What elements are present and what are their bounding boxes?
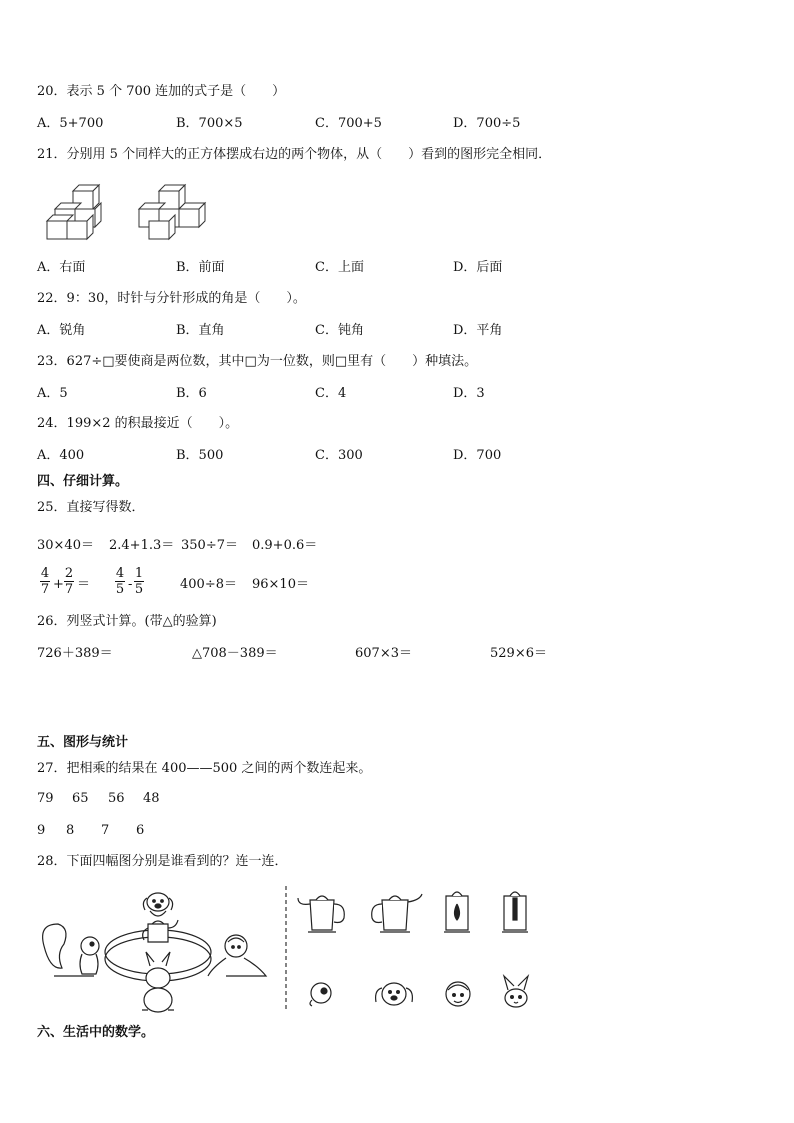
numerator: 4: [40, 566, 50, 581]
q25-stem: 25．直接写得数．: [37, 500, 145, 515]
q27-bottom-2: 8: [66, 823, 75, 838]
cube-figure-left: [44, 183, 110, 243]
section-5-title: 五、图形与统计: [37, 735, 129, 750]
q22-option-d: D．平角: [453, 323, 503, 338]
fraction-4-5: [115, 566, 125, 597]
dashed-divider: [284, 886, 288, 1012]
plus-operator: +: [53, 577, 64, 592]
animals-table-scene: [40, 886, 272, 1016]
q21-option-a: A．右面: [37, 260, 86, 275]
q24-option-d: D．700: [453, 448, 502, 463]
numerator: 1: [134, 566, 144, 581]
q27-bottom-4: 6: [136, 823, 145, 838]
q23-option-c: C．4: [315, 386, 347, 401]
q25-item-2: 2.4+1.3＝: [109, 538, 175, 553]
q21-stem: 21．分别用 5 个同样大的正方体摆成右边的两个物体，从（ ）看到的图形完全相同．: [37, 147, 552, 162]
denominator: 7: [64, 582, 74, 597]
fraction-2-7: [64, 566, 74, 597]
q22-stem: 22．9：30，时针与分针形成的角是（ ）。: [37, 291, 306, 306]
q27-bottom-1: 9: [37, 823, 46, 838]
denominator: 5: [115, 582, 125, 597]
q22-option-b: B．直角: [176, 323, 225, 338]
q20-option-d: D．700÷5: [453, 116, 521, 131]
q25-item-8: 96×10＝: [252, 577, 309, 592]
q26-item-4: 529×6＝: [490, 646, 547, 661]
q20-option-c: C．700+5: [315, 116, 382, 131]
fraction-1-5: [134, 566, 144, 597]
q27-top-1: 79: [37, 791, 54, 806]
q26-item-1: 726＋389＝: [37, 646, 113, 661]
equals-sign: ＝: [77, 577, 91, 592]
teapot-view-handle: [440, 886, 474, 936]
dog-head-icon: [372, 978, 416, 1010]
rabbit-head-icon: [500, 974, 532, 1010]
q26-item-3: 607×3＝: [355, 646, 412, 661]
q27-top-4: 48: [143, 791, 160, 806]
minus-operator: -: [128, 577, 133, 592]
cube-figure-right: [134, 183, 206, 243]
squirrel-head-icon: [306, 978, 336, 1008]
q25-item-7: 400÷8＝: [180, 577, 237, 592]
q25-item-4: 0.9+0.6＝: [252, 538, 318, 553]
q22-option-a: A．锐角: [37, 323, 86, 338]
q23-option-d: D．3: [453, 386, 485, 401]
q25-item-3: 350÷7＝: [181, 538, 238, 553]
q21-option-b: B．前面: [176, 260, 225, 275]
q23-stem: 23．627÷□要使商是两位数，其中□为一位数，则□里有（ ）种填法。: [37, 354, 478, 369]
section-6-title: 六、生活中的数学。: [37, 1025, 155, 1040]
q28-stem: 28．下面四幅图分别是谁看到的？连一连．: [37, 854, 288, 869]
q26-stem: 26．列竖式计算。(带△的验算): [37, 614, 217, 629]
q23-option-b: B．6: [176, 386, 207, 401]
q24-option-a: A．400: [37, 448, 85, 463]
q21-option-d: D．后面: [453, 260, 503, 275]
teapot-view-spout-front: [498, 886, 532, 936]
q20-option-b: B．700×5: [176, 116, 243, 131]
q27-top-3: 56: [108, 791, 125, 806]
q24-option-b: B．500: [176, 448, 224, 463]
q25-item-1: 30×40＝: [37, 538, 94, 553]
q20-stem: 20．表示 5 个 700 连加的式子是（ ）: [37, 84, 286, 99]
section-4-title: 四、仔细计算。: [37, 474, 129, 489]
q21-option-c: C．上面: [315, 260, 364, 275]
q24-stem: 24．199×2 的积最接近（ ）。: [37, 416, 239, 431]
monkey-head-icon: [442, 976, 474, 1010]
denominator: 5: [134, 582, 144, 597]
q24-option-c: C．300: [315, 448, 363, 463]
teapot-view-right-spout: [368, 888, 424, 936]
numerator: 4: [115, 566, 125, 581]
denominator: 7: [40, 582, 50, 597]
q27-stem: 27．把相乘的结果在 400——500 之间的两个数连起来。: [37, 761, 372, 776]
q26-item-2: △708－389＝: [192, 646, 278, 661]
q27-top-2: 65: [72, 791, 89, 806]
teapot-view-left-spout: [296, 888, 350, 936]
fraction-4-7: [40, 566, 50, 597]
q20-option-a: A．5+700: [37, 116, 104, 131]
q22-option-c: C．钝角: [315, 323, 364, 338]
q27-bottom-3: 7: [101, 823, 110, 838]
q23-option-a: A．5: [37, 386, 68, 401]
numerator: 2: [64, 566, 74, 581]
